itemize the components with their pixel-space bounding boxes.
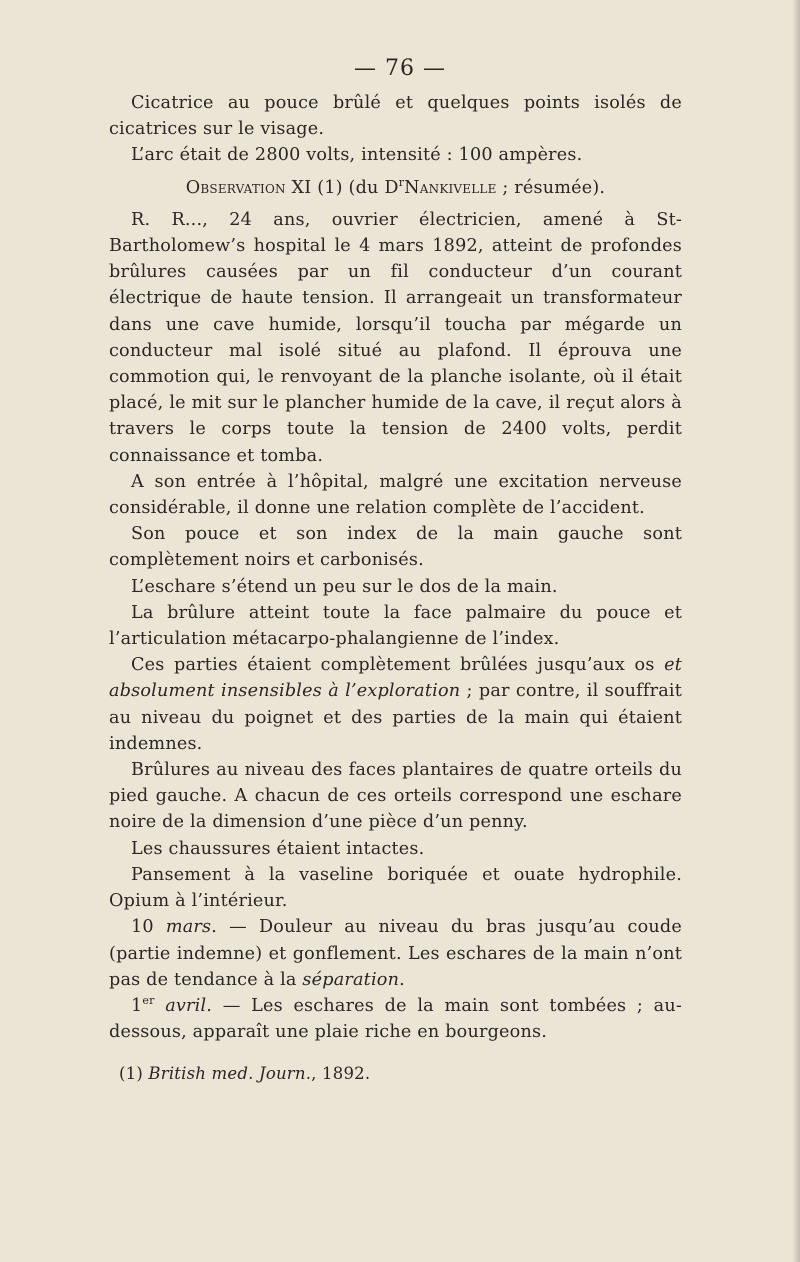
p12-italic-2: séparation (302, 969, 400, 990)
observation-tail: ; résumée). (496, 177, 606, 198)
paragraph-thumb: Son pouce et son index de la main gauche sont complètement noirs et carbonisés. (109, 524, 682, 571)
p12-text-b: . — Douleur au niveau du bras jusqu’au coude (partie indemne) et gonflement. Les eschares de la main n’ont pas de tendance à la (109, 917, 682, 990)
paragraph-scar: Cicatrice au pouce brûlé et quelques points isolés de cicatrices sur le visage. (109, 93, 682, 140)
page-edge-shadow (792, 0, 800, 1262)
paragraph-april (109, 993, 682, 1045)
footnote-year: , 1892. (311, 1064, 371, 1084)
p12-text-c: . (399, 969, 405, 990)
paragraph-march (109, 914, 682, 993)
doctor-superscript: r (398, 175, 405, 189)
paragraph-foot: Brûlures au niveau des faces plantaires de quatre orteils du pied gauche. A chacun de ces orteils correspond une eschare noire de la dimension d’une pièce d’un penny. (109, 760, 682, 833)
doctor-name: Nankivelle (404, 177, 497, 198)
footnote-marker: (1) (119, 1064, 149, 1084)
paragraph-dressing: Pansement à la vaseline boriquée et ouate hydrophile. Opium à l’intérieur. (109, 864, 682, 912)
observation-label: Observation (185, 177, 286, 198)
body-text (109, 90, 682, 1088)
observation-number: XI (1) (du D (285, 177, 399, 198)
p13-text-a: 1 (131, 995, 143, 1016)
p12-italic: mars (165, 917, 212, 938)
page-number: — 76 — (354, 56, 446, 81)
paragraph-arc: L’arc était de 2800 volts, intensité : 100 ampères. (131, 145, 583, 166)
p8-text-a: Ces parties étaient complètement brûlées jusqu’aux os (131, 655, 665, 676)
paragraph-case: R. R..., 24 ans, ouvrier électricien, amené à St-Bartholomew’s hospital le 4 mars 1892, atteint de profondes brûlures causées par un fil conducteur d’un courant électrique de haute tension. Il arrangeait un transformateur dans une cave humide, lorsqu’il toucha par mégarde un conducteur mal isolé situé au plafond. Il éprouva une commotion qui, le renvoyant de la planche isolante, où il était placé, le mit sur le plancher humide de la cave, il reçut alors à travers le corps toute la tension de 2400 volts, perdit connaissance et tomba. (109, 209, 682, 466)
p12-text-a: 10 (131, 917, 166, 938)
paragraph-admission: A son entrée à l’hôpital, malgré une excitation nerveuse considérable, il donne une relation complète de l’accident. (109, 471, 682, 519)
paragraph-eschar: L’eschare s’étend un peu sur le dos de la main. (131, 576, 558, 597)
p8-text-b: ; par contre, il souffrait au niveau du poignet et des parties de la main qui étaient indemnes. (109, 681, 682, 754)
footnote (109, 1061, 682, 1087)
paragraph-burn: La brûlure atteint toute la face palmaire du pouce et l’articulation métacarpo-phalangienne de l’index. (109, 602, 682, 650)
p8-italic: et absolument insensibles à l’exploration (109, 655, 682, 702)
paragraph-shoes: Les chaussures étaient intactes. (131, 838, 425, 859)
p13-text-b: . — Les eschares de la main sont tombées ; au-dessous, apparaît une plaie riche en bourgeons. (109, 995, 683, 1043)
footnote-journal: British med. Journ. (148, 1064, 312, 1084)
observation-heading (109, 175, 682, 201)
p13-superscript: er (142, 994, 155, 1008)
paragraph-insensible (109, 652, 682, 757)
p13-italic: avril (154, 995, 207, 1016)
